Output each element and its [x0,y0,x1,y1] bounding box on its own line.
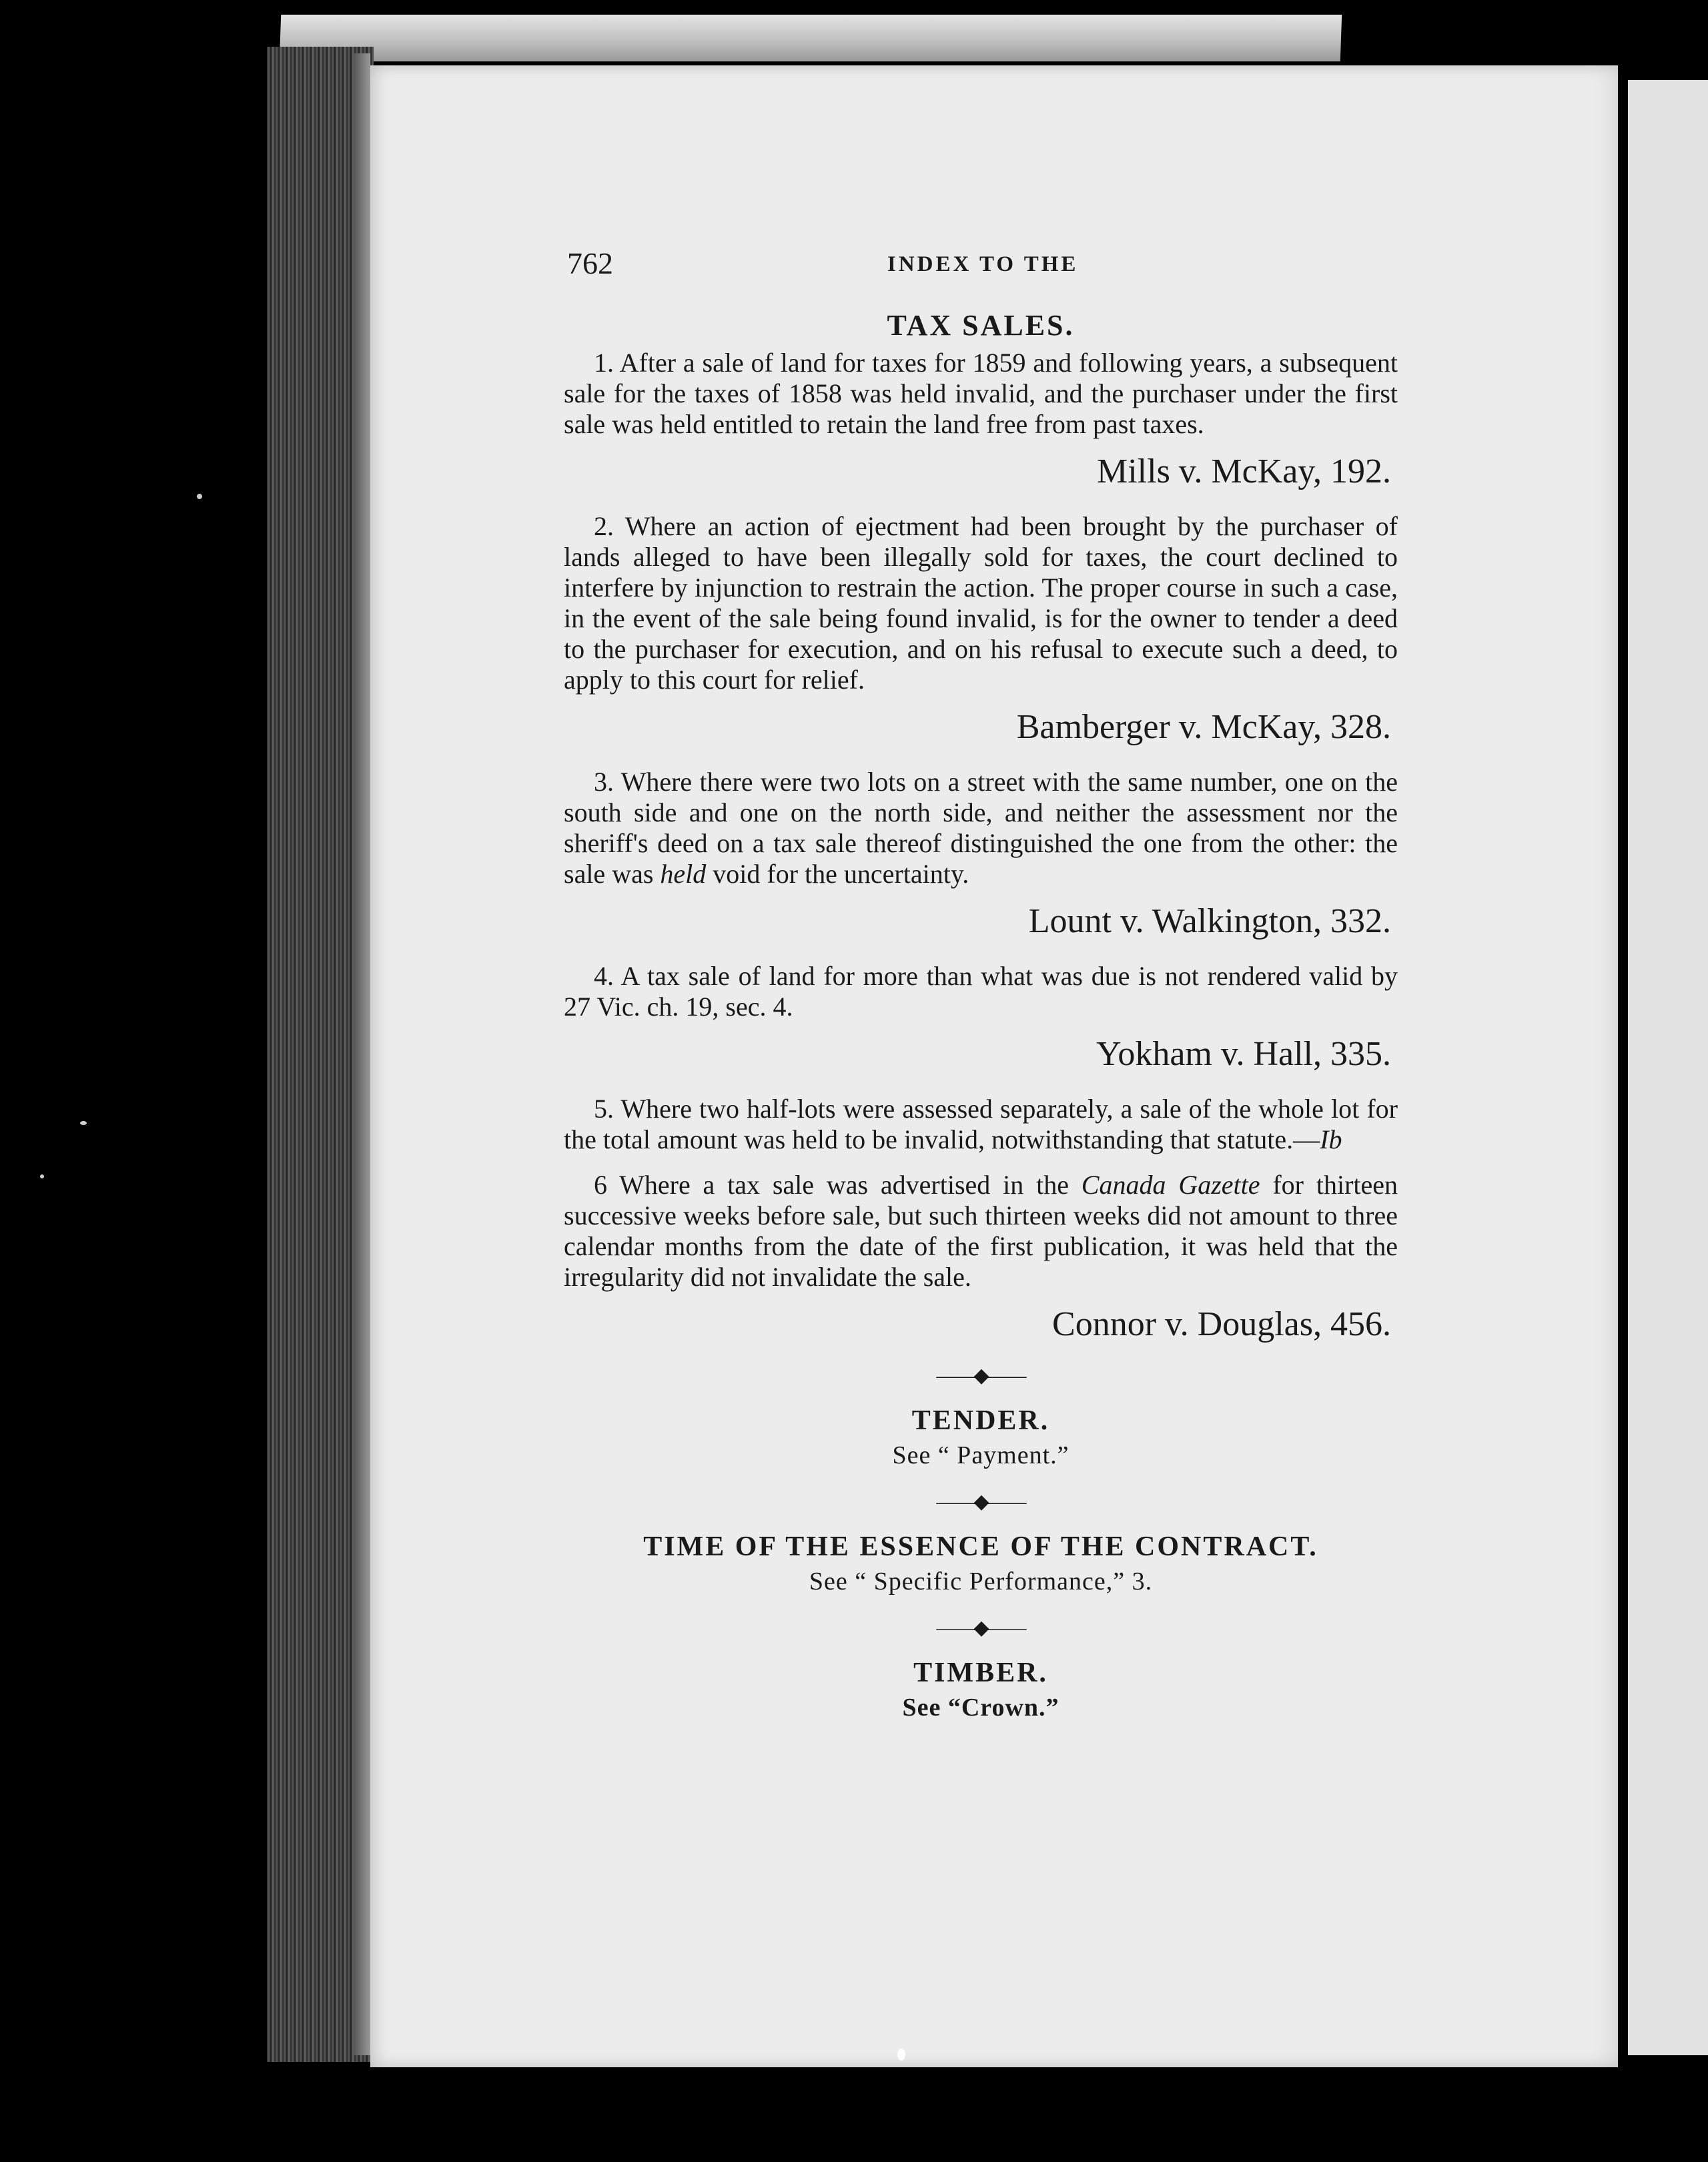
entry-6-text: 6 Where a tax sale was advertised in the [594,1170,1082,1200]
xref-see-tender: See “ Payment.” [892,1441,1070,1469]
running-title: INDEX TO THE [887,252,1079,276]
xref-see-time-of-essence: See “ Specific Performance,” 3. [809,1567,1153,1595]
entry-6-italic: Canada Gazette [1081,1170,1260,1200]
xref-see-timber: See “Crown.” [902,1694,1059,1722]
section-heading-tax-sales: TAX SALES. [887,309,1075,342]
entry-4: 4. A tax sale of land for more than what was due is not rendered valid by 27 Vic. ch. 19, sec. 4. [564,961,1398,1022]
xref-heading-timber: TIMBER. [913,1658,1048,1688]
entry-6-text-end: for thirteen successive weeks before sale, but such thirteen weeks did not amount to three calendar months from the date of the first publication, it was held that the irregularity did not invalidate the sale. [564,1170,1398,1292]
spine-shadow [354,53,370,2055]
citation-4: Yokham v. Hall, 335. [1096,1035,1391,1073]
scan-speck [40,1174,44,1178]
entry-2: 2. Where an action of ejectment had been brought by the purchaser of lands alleged to have been illegally sold for taxes, the court declined to interfere by injunction to restrain the action. The proper course in such a case, in the event of the sale being found invalid, is for the owner to tender a deed to the purchaser for execution, and on his refusal to execute such a deed, to apply to this court for relief. [564,511,1398,695]
citation-2: Bamberger v. McKay, 328. [1016,708,1391,746]
scan-speck [197,494,202,499]
xref-heading-time-of-essence: TIME OF THE ESSENCE OF THE CONTRACT. [643,1531,1318,1562]
entry-3 [564,767,1398,889]
citation-1: Mills v. McKay, 192. [1096,452,1391,490]
scan-speck [80,1121,87,1125]
entry-5-italic: Ib [1320,1124,1342,1154]
divider: ——◆—— [936,1617,1025,1639]
facing-page-edge [1628,80,1708,2055]
citation-3: Lount v. Walkington, 332. [1028,902,1391,940]
entry-5 [564,1094,1398,1155]
entry-1: 1. After a sale of land for taxes for 1859 and following years, a subsequent sale for the taxes of 1858 was held invalid, and the purchaser under the first sale was held entitled to retain the land free from past taxes. [564,348,1398,439]
entry-3-text: 3. Where there were two lots on a street with the same number, one on the south side and one on the north side, and neither the assessment nor the sheriff's deed on a tax sale thereof distinguished the one from the other: the sale was [564,767,1398,889]
index-content [564,308,1398,1722]
citation-6: Connor v. Douglas, 456. [1052,1305,1391,1343]
page-number: 762 [567,246,613,280]
xref-heading-tender: TENDER. [911,1405,1050,1436]
entry-3-italic: held [660,859,707,889]
divider: ——◆—— [936,1365,1025,1387]
page-top-edge [280,15,1342,61]
divider: ——◆—— [936,1491,1025,1513]
entry-6 [564,1170,1398,1293]
running-head [567,246,1414,286]
scan-speck [897,2049,905,2061]
entry-3-text-end: void for the uncertainty. [706,859,969,889]
entry-5-text: 5. Where two half-lots were assessed separately, a sale of the whole lot for the total amount was held to be invalid, notwithstanding that statute.— [564,1094,1398,1154]
